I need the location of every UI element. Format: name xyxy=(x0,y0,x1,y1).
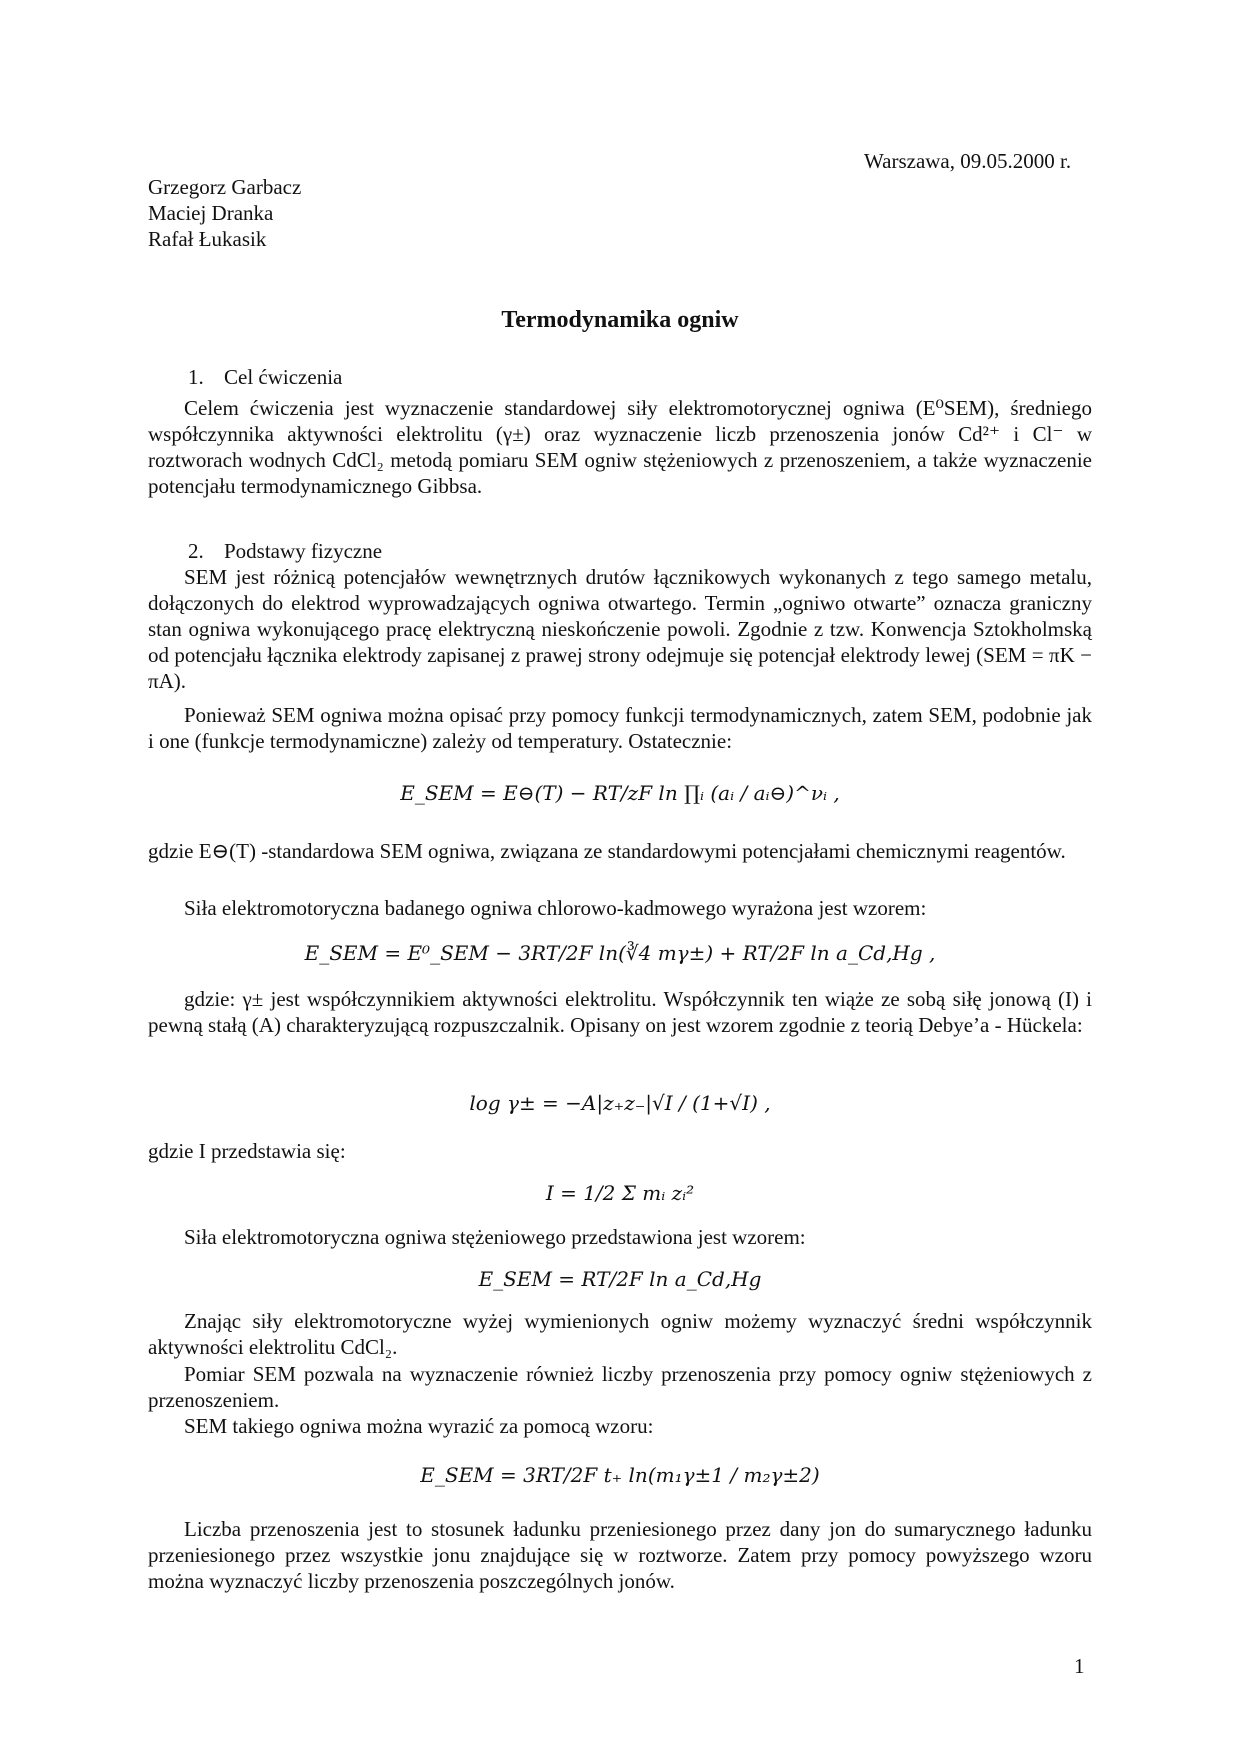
paragraph: SEM takiego ogniwa można wyrazić za pomocą wzoru: xyxy=(184,1414,654,1438)
section-2-paragraph-9 xyxy=(148,1361,1092,1413)
section-2-paragraph-10 xyxy=(148,1413,1092,1439)
section-2-paragraph-7 xyxy=(148,1224,1092,1250)
author-name: Grzegorz Garbacz xyxy=(148,175,302,199)
formula-debye-huckel: log γ± = −A|z₊z₋|√I / (1+√I) , xyxy=(469,1091,771,1115)
section-heading-1 xyxy=(188,364,342,390)
section-2-paragraph-2 xyxy=(148,702,1092,754)
paragraph: Siła elektromotoryczna badanego ogniwa chlorowo-kadmowego wyrażona jest wzorem: xyxy=(184,896,927,920)
paragraph: SEM jest różnicą potencjałów wewnętrznych drutów łącznikowych wykonanych z tego samego metalu, dołączonych do elektrod wyprowadzających ogniwa otwartego. Termin „ogniwo otwarte” oznacza graniczny stan ogniwa wykonującego pracę elektryczną nieskończenie powoli. Zgodnie z tzw. Konwencja Sztokholmską od potencjału łącznika elektrody zapisanej z prawej strony odejmuje się potencjał elektrody lewej (SEM = πK − πA). xyxy=(148,565,1092,693)
paragraph: Pomiar SEM pozwala na wyznaczenie również liczby przenoszenia przy pomocy ogniw stężeniowych z przenoszeniem. xyxy=(148,1362,1092,1412)
author-name: Maciej Dranka xyxy=(148,201,274,225)
paragraph: Znając siły elektromotoryczne wyżej wymienionych ogniw możemy wyznaczyć średni współczynnik aktywności elektrolitu CdCl₂. xyxy=(148,1309,1092,1359)
section-number: 1. xyxy=(188,365,204,389)
paragraph: Ponieważ SEM ogniwa można opisać przy pomocy funkcji termodynamicznych, zatem SEM, podobnie jak i one (funkcje termodynamiczne) zależy od temperatury. Ostatecznie: xyxy=(148,703,1092,753)
section-2-paragraph-3 xyxy=(148,838,1092,864)
formula-transference: E_SEM = 3RT/2F t₊ ln(m₁γ±1 / m₂γ±2) xyxy=(420,1463,820,1487)
section-2-paragraph-11 xyxy=(148,1516,1092,1594)
formula-sem-nernst: E_SEM = E⊖(T) − RT/zF ln ∏ᵢ (aᵢ / aᵢ⊖)^νᵢ , xyxy=(400,781,840,805)
author-name: Rafał Łukasik xyxy=(148,227,267,251)
section-heading-2 xyxy=(188,538,382,564)
section-2-paragraph-6 xyxy=(148,1138,1092,1164)
section-2-paragraph-4 xyxy=(148,895,1092,921)
section-2-paragraph-5 xyxy=(148,986,1092,1038)
section-title: Cel ćwiczenia xyxy=(224,365,343,389)
paragraph: gdzie I przedstawia się: xyxy=(148,1139,346,1163)
paragraph: Liczba przenoszenia jest to stosunek ładunku przeniesionego przez dany jon do sumarycznego ładunku przeniesionego przez wszystkie jonu znajdujące się w roztworze. Zatem przy pomocy powyższego wzoru można wyznaczyć liczby przenoszenia poszczególnych jonów. xyxy=(148,1517,1092,1593)
formula-sem-cell: E_SEM = E⁰_SEM − 3RT/2F ln(∛4 mγ±) + RT/2F ln a_Cd,Hg , xyxy=(304,941,936,965)
document-date: Warszawa, 09.05.2000 r. xyxy=(864,149,1072,173)
formula-concentration-cell: E_SEM = RT/2F ln a_Cd,Hg xyxy=(478,1267,762,1291)
section-number: 2. xyxy=(188,539,204,563)
section-1-text xyxy=(148,395,1092,499)
paragraph: gdzie: γ± jest współczynnikiem aktywności elektrolitu. Współczynnik ten wiąże ze sobą siłę jonową (I) i pewną stałą (A) charakteryzującą rozpuszczalnik. Opisany on jest wzorem zgodnie z teorią Debye’a - Hückela: xyxy=(148,987,1092,1037)
section-2-paragraph-1 xyxy=(148,564,1092,694)
document-title: Termodynamika ogniw xyxy=(501,307,739,333)
paragraph: Celem ćwiczenia jest wyznaczenie standardowej siły elektromotorycznej ogniwa (E⁰SEM), średniego współczynnika aktywności elektrolitu (γ±) oraz wyznaczenie liczb przenoszenia jonów Cd²⁺ i Cl⁻ w roztworach wodnych CdCl₂ metodą pomiaru SEM ogniw stężeniowych z przenoszeniem, a także wyznaczenie potencjału termodynamicznego Gibbsa. xyxy=(148,396,1092,498)
section-title: Podstawy fizyczne xyxy=(224,539,383,563)
section-2-paragraph-8 xyxy=(148,1308,1092,1360)
author-list xyxy=(148,174,301,252)
page-number: 1 xyxy=(1074,1654,1085,1678)
paragraph: Siła elektromotoryczna ogniwa stężeniowego przedstawiona jest wzorem: xyxy=(184,1225,806,1249)
paragraph: gdzie E⊖(T) -standardowa SEM ogniwa, związana ze standardowymi potencjałami chemicznymi reagentów. xyxy=(148,839,1066,863)
formula-ionic-strength: I = 1/2 Σ mᵢ zᵢ² xyxy=(545,1181,695,1205)
